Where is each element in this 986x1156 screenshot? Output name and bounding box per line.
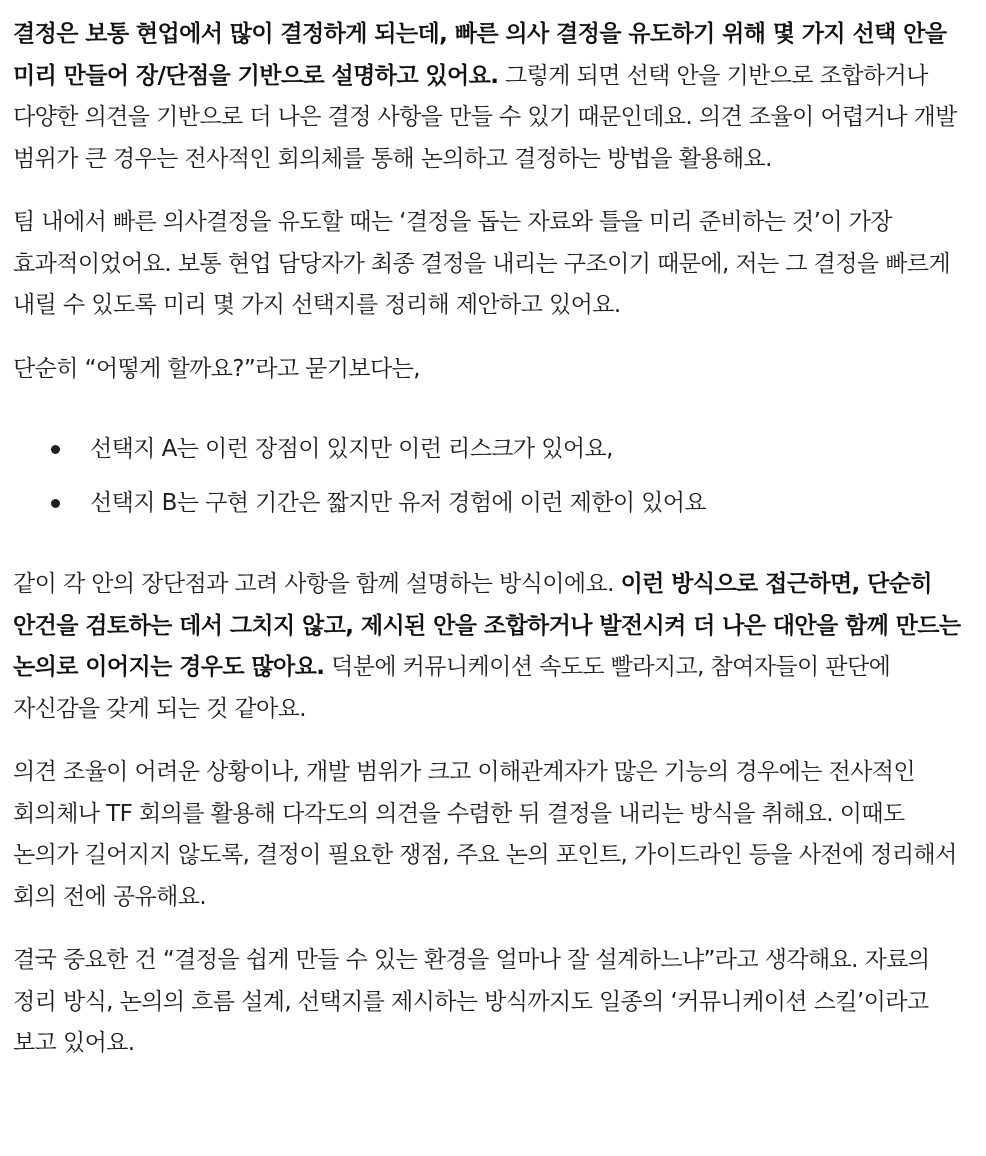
paragraph-text: 단순히 “어떻게 할까요?”라고 묻기보다는,	[13, 355, 420, 382]
paragraph-approach-benefit	[13, 564, 973, 730]
paragraph-text: 결국 중요한 건 “결정을 쉽게 만들 수 있는 환경을 얼마나 잘 설계하느냐”라고 생각해요. 자료의 정리 방식, 논의의 흐름 설계, 선택지를 제시하는 방식까지도 일종의 ‘커뮤니케이션 스킬’이라고 보고 있어요.	[13, 947, 930, 1056]
paragraph-conclusion	[13, 940, 973, 1065]
list-item-text: 선택지 A는 이런 장점이 있지만 이런 리스크가 있어요,	[90, 436, 613, 462]
paragraph-text: 그렇게 되면 선택 안을 기반으로 조합하거나 다양한 의견을 기반으로 더 나은 결정 사항을 만들 수 있기 때문인데요. 의견 조율이 어렵거나 개발 범위가 큰 경우는 전사적인 회의체를 통해 논의하고 결정하는 방법을 활용해요.	[13, 62, 957, 172]
paragraph-company-meeting	[13, 752, 973, 918]
options-bullet-list	[13, 422, 973, 530]
paragraph-team-decision	[13, 202, 973, 327]
bold-emphasis-text: 이런 방식으로 접근하면, 단순히 안건을 검토하는 데서 그치지 않고, 제시된 안을 조합하거나 발전시켜 더 나은 대안을 함께 만드는 논의로 이어지는 경우도 많아요.	[13, 571, 961, 680]
paragraph-intro-question	[13, 349, 973, 391]
paragraph-text: 덕분에 커뮤니케이션 속도도 빨라지고, 참여자들이 판단에 자신감을 갖게 되는 것 같아요.	[13, 654, 891, 722]
bold-lead-text: 결정은 보통 현업에서 많이 결정하게 되는데, 빠른 의사 결정을 유도하기 위해 몇 가지 선택 안을 미리 만들어 장/단점을 기반으로 설명하고 있어요.	[13, 21, 947, 89]
paragraph-text: 의견 조율이 어려운 상황이나, 개발 범위가 크고 이해관계자가 많은 기능의 경우에는 전사적인 회의체나 TF 회의를 활용해 다각도의 의견을 수렴한 뒤 결정을 내리는 방식을 취해요. 이때도 논의가 길어지지 않도록, 결정이 필요한 쟁점, 주요 논의 포인트, 가이드라인 등을 사전에 정리해서 회의 전에 공유해요.	[13, 759, 957, 910]
list-item	[13, 422, 973, 476]
bullet-dot-icon	[51, 445, 60, 454]
bullet-dot-icon	[51, 499, 60, 508]
paragraph-decision-overview	[13, 14, 973, 180]
list-item-text: 선택지 B는 구현 기간은 짧지만 유저 경험에 이런 제한이 있어요	[90, 490, 707, 516]
paragraph-text: 같이 각 안의 장단점과 고려 사항을 함께 설명하는 방식이에요.	[13, 571, 621, 597]
list-item	[13, 476, 973, 530]
paragraph-text: 팀 내에서 빠른 의사결정을 유도할 때는 ‘결정을 돕는 자료와 틀을 미리 준비하는 것’이 가장 효과적이었어요. 보통 현업 담당자가 최종 결정을 내리는 구조이기 때문에, 저는 그 결정을 빠르게 내릴 수 있도록 미리 몇 가지 선택지를 정리해 제안하고 있어요.	[13, 209, 951, 318]
